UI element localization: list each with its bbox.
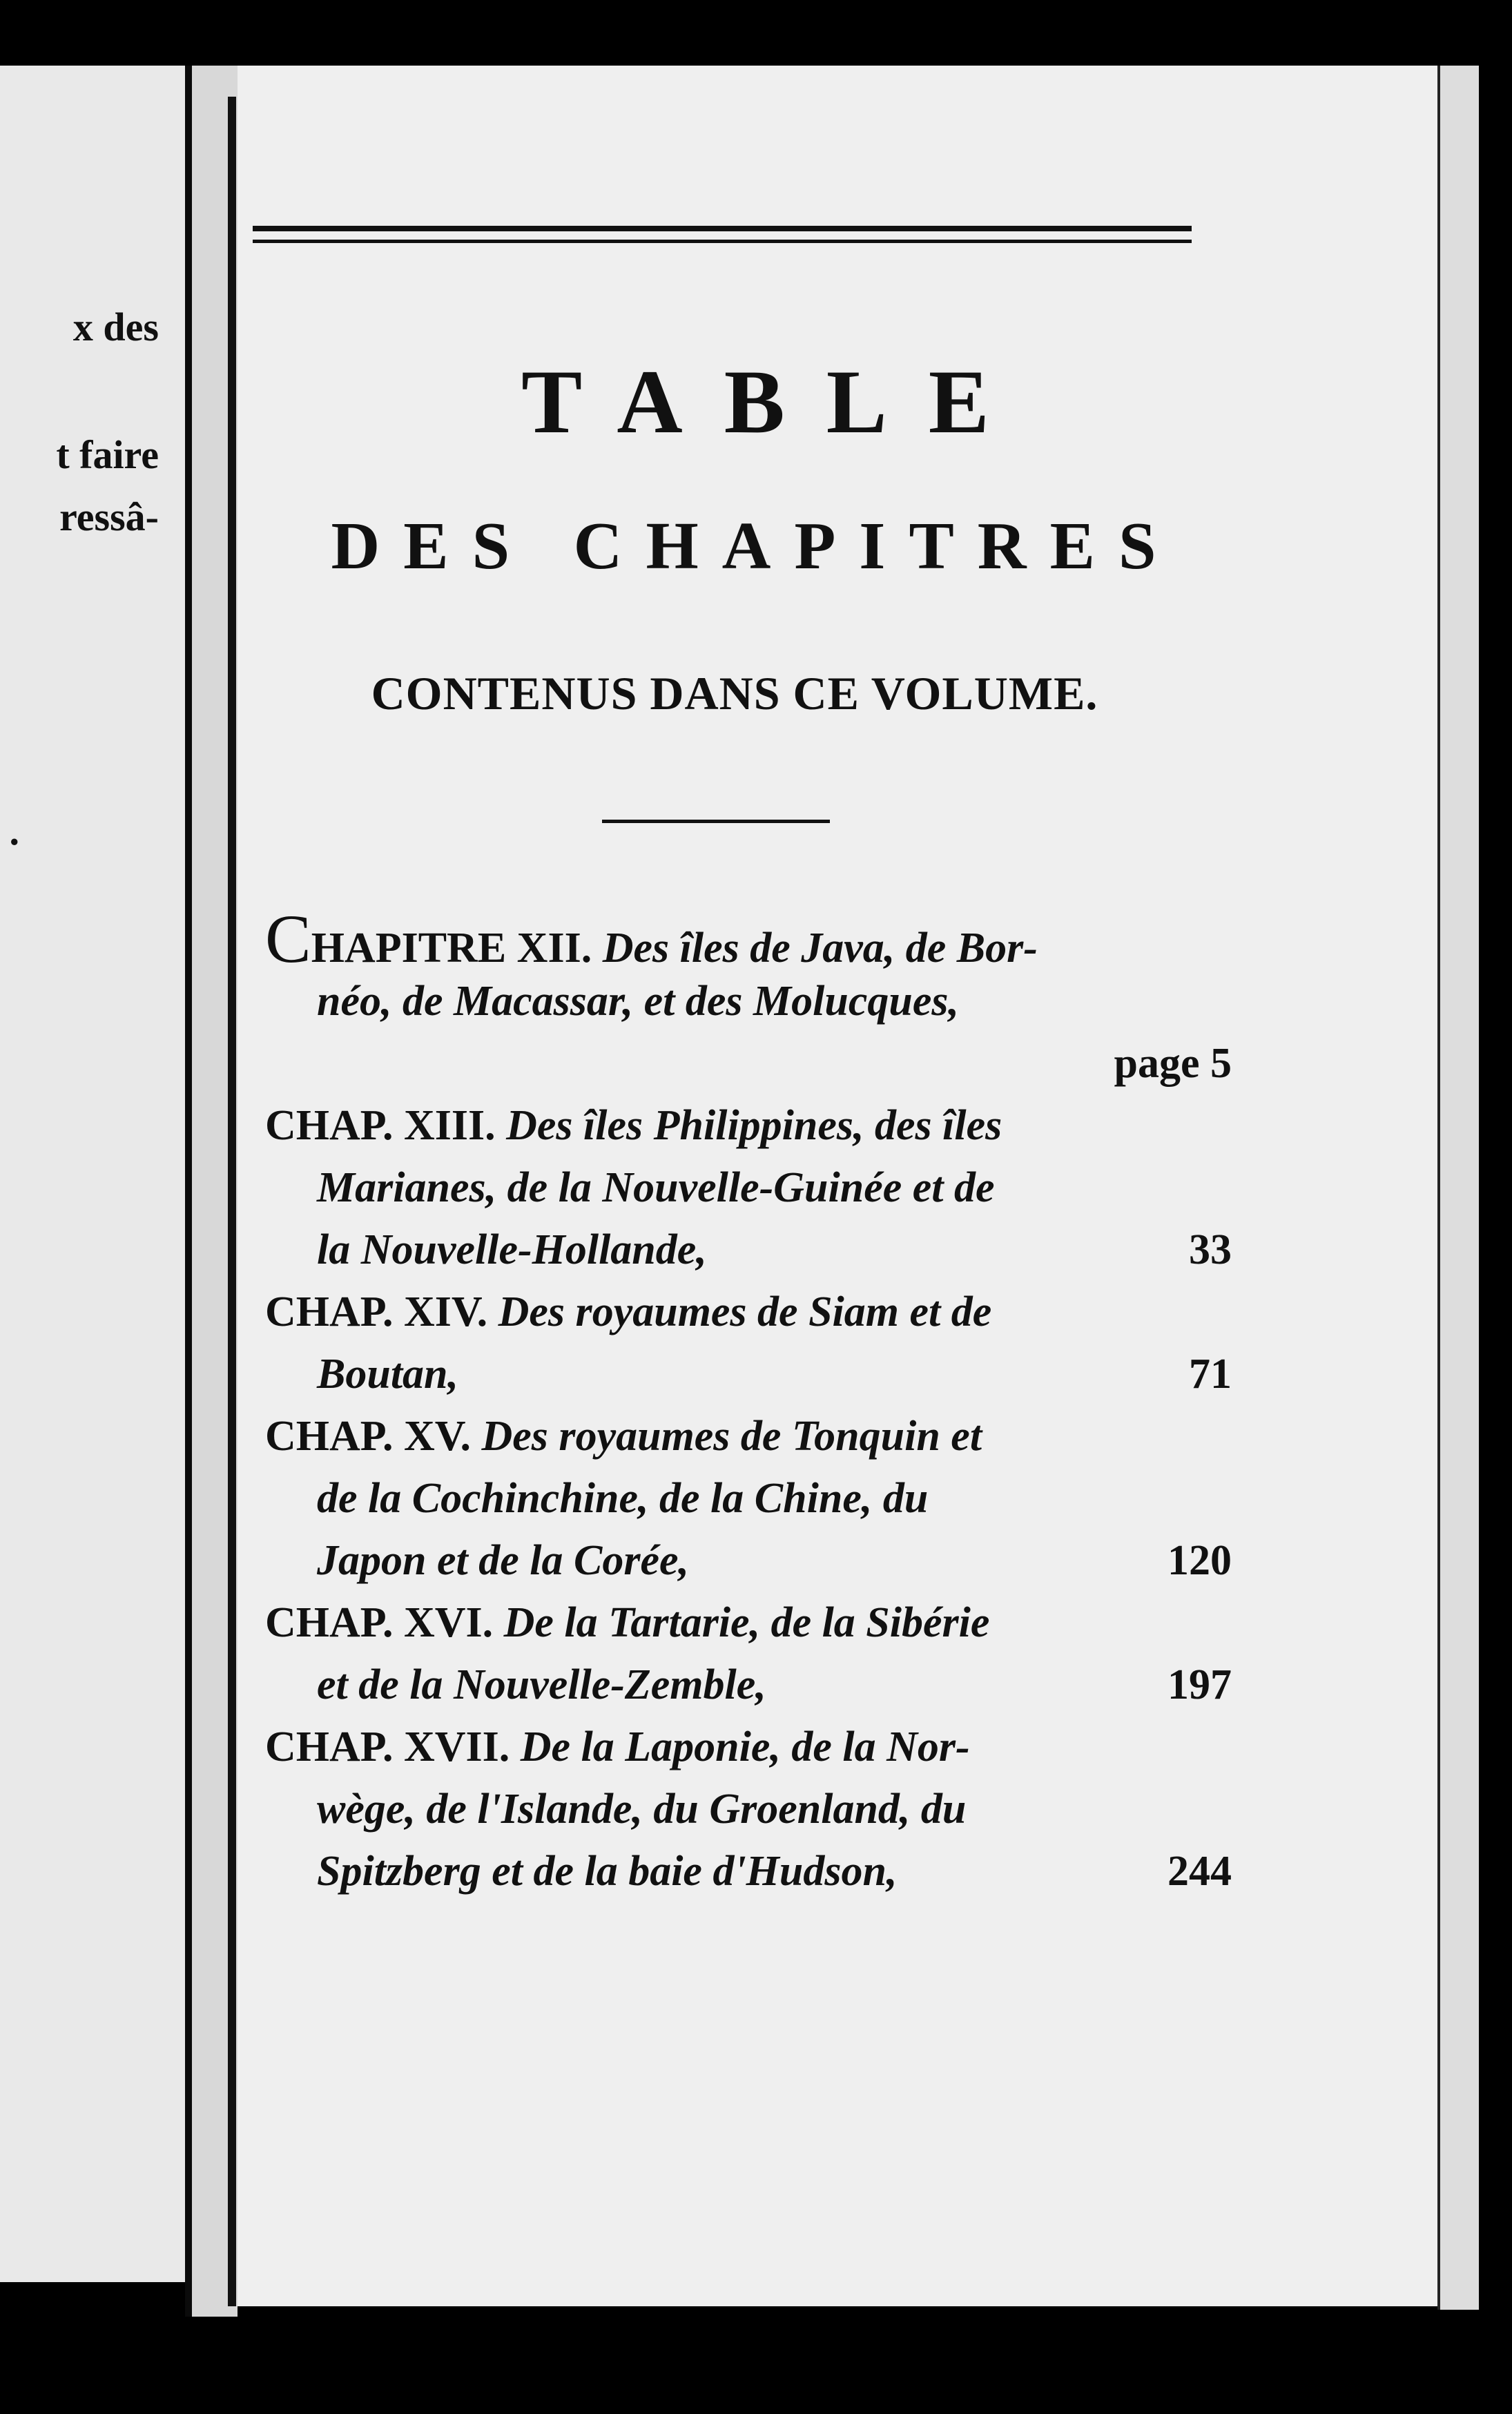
toc-chapter-title: wège, de l'Islande, du Groenland, du [317, 1786, 967, 1833]
toc-page-number: 244 [1167, 1848, 1232, 1895]
toc-chapter-title: De la Laponie, de la Nor- [520, 1723, 970, 1770]
toc-chapter-title: Des îles Philippines, des îles [506, 1102, 1002, 1149]
toc-chapter-title: Marianes, de la Nouvelle-Guinée et de [317, 1164, 995, 1211]
toc-entry [265, 1281, 1232, 1405]
left-page-text-3: ressâ- [59, 494, 159, 539]
toc-chapter-title: et de la Nouvelle-Zemble, [317, 1661, 766, 1708]
toc-chapter-title: de la Cochinchine, de la Chine, du [317, 1475, 929, 1522]
page-title: TABLE [521, 351, 1031, 452]
toc-chapter-title: Des îles de Java, de Bor- [602, 925, 1038, 972]
left-page-text-2: t faire [56, 432, 159, 477]
toc-entry-first-line [265, 1094, 1232, 1157]
toc-page-number: 71 [1189, 1351, 1232, 1398]
toc-chapter-title: Japon et de la Corée, [317, 1537, 689, 1584]
toc-chapter-title: Spitzberg et de la baie d'Hudson, [317, 1848, 898, 1895]
section-divider-rule [602, 820, 830, 823]
left-page-text-1: x des [72, 305, 159, 349]
toc-chapter-title: Des royaumes de Tonquin et [481, 1413, 982, 1460]
toc-page-number: 120 [1167, 1537, 1232, 1584]
top-rule-upper [253, 226, 1192, 231]
toc-page-line [265, 1032, 1232, 1094]
toc-chapter-title: néo, de Macassar, et des Molucques, [317, 978, 959, 1025]
table-of-contents-page [238, 66, 1466, 2306]
top-rule-lower [253, 240, 1192, 243]
left-page-fragment [0, 66, 185, 2282]
page-subsubtitle: CONTENUS DANS CE VOLUME. [371, 667, 1098, 720]
page-edge [1437, 66, 1479, 2310]
toc-page-number: 33 [1189, 1226, 1232, 1273]
toc-page-number: 197 [1167, 1661, 1232, 1708]
toc-entry-first-line [265, 1592, 1232, 1654]
toc-entry [265, 1405, 1232, 1592]
page-subtitle: DES CHAPITRES [331, 509, 1180, 583]
toc-chapter-label: CHAP. XVII. [265, 1723, 521, 1770]
toc-chapter-label: CHAP. XIV. [265, 1288, 498, 1335]
toc-entry-continuation-line [265, 1157, 1232, 1219]
toc-entry-continuation-line [265, 1467, 1232, 1529]
toc-entry-first-line [265, 900, 1232, 977]
toc-entry-first-line [265, 1405, 1232, 1467]
toc-entry-continuation-line [265, 1840, 1232, 1902]
toc-entry-continuation-line [265, 1343, 1232, 1405]
toc-chapter-title: Boutan, [317, 1351, 459, 1398]
toc-list [265, 900, 1232, 1902]
gutter-shadow-line [228, 97, 236, 2306]
toc-chapter-label: CHAP. XIII. [265, 1102, 507, 1149]
toc-entry-continuation-line [265, 1654, 1232, 1716]
left-page-text-4: . [9, 809, 19, 853]
toc-entry-continuation-line [265, 1529, 1232, 1592]
toc-entry [265, 1716, 1232, 1902]
toc-chapter-label: CHAP. XV. [265, 1413, 482, 1460]
toc-entry [265, 1094, 1232, 1281]
toc-entry-continuation-line [265, 1219, 1232, 1281]
toc-entry-first-line [265, 1716, 1232, 1778]
toc-chapter-label: HAPITRE XII. [311, 925, 603, 972]
toc-entry [265, 900, 1232, 1094]
toc-entry [265, 1592, 1232, 1716]
toc-chapter-label: CHAP. XVI. [265, 1599, 504, 1646]
toc-entry-first-line [265, 1281, 1232, 1343]
toc-dropcap: C [265, 900, 311, 977]
toc-chapter-title: De la Tartarie, de la Sibérie [503, 1599, 990, 1646]
toc-page-number: page 5 [1114, 1040, 1232, 1087]
gutter-edge-line [185, 66, 192, 2317]
toc-entry-continuation-line [265, 1778, 1232, 1840]
toc-chapter-title: Des royaumes de Siam et de [498, 1288, 992, 1335]
toc-chapter-title: la Nouvelle-Hollande, [317, 1226, 707, 1273]
toc-entry-continuation-line [265, 970, 1232, 1032]
